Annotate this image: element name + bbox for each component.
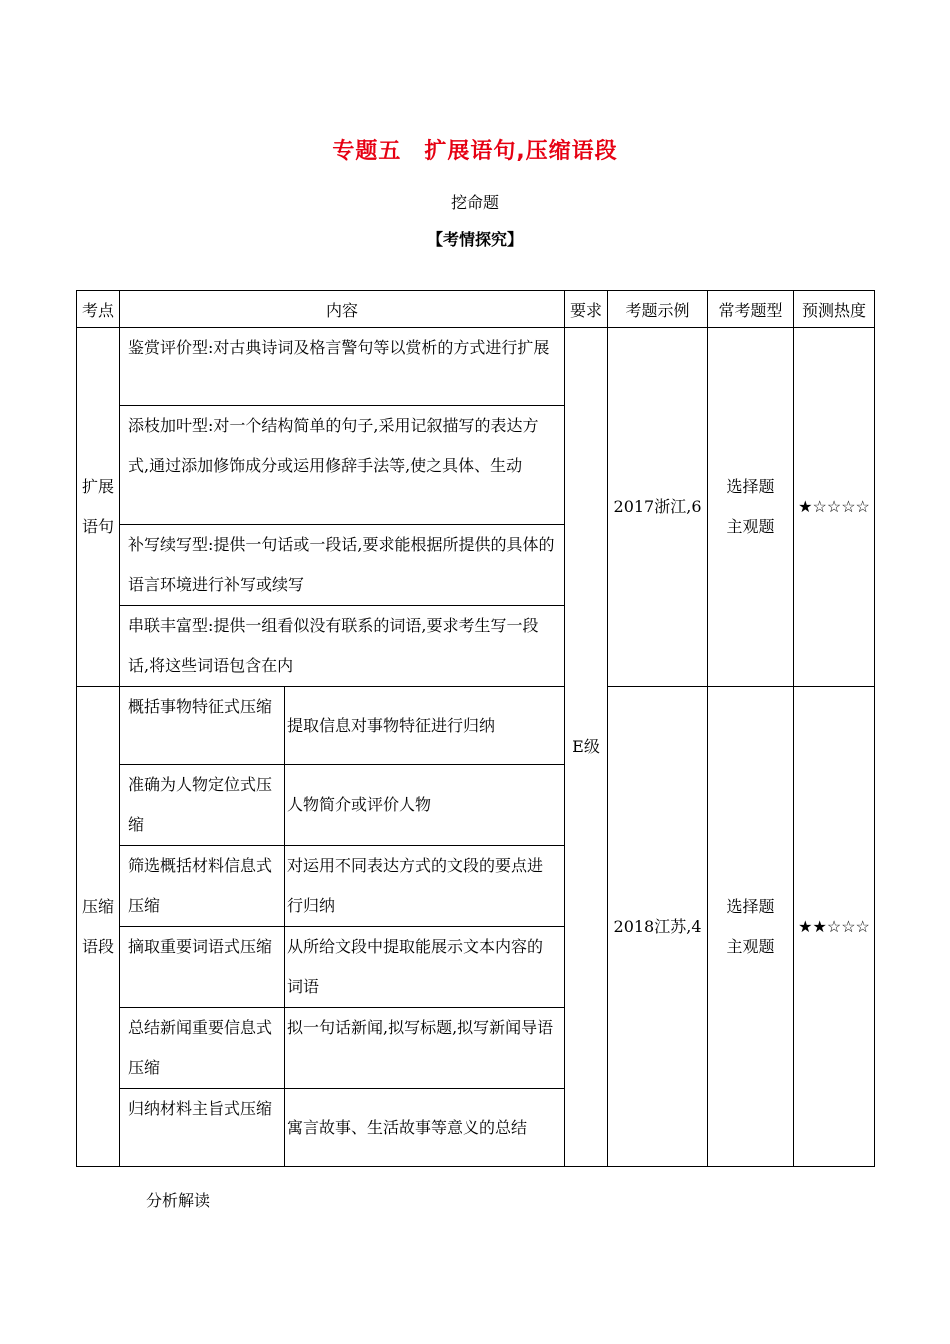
page-title: 专题五 扩展语句,压缩语段 bbox=[332, 139, 618, 164]
exam-analysis-table bbox=[76, 290, 875, 1167]
header-cell-requirement: 要求 bbox=[565, 291, 608, 328]
types-cell: 选择题主观题 bbox=[708, 687, 794, 1167]
item-name-cell: 准确为人物定位式压缩 bbox=[120, 765, 285, 846]
header-cell-example: 考题示例 bbox=[608, 291, 708, 328]
item-desc-cell: 人物简介或评价人物 bbox=[285, 765, 565, 846]
heat-cell: ★★☆☆☆ bbox=[794, 687, 875, 1167]
header-cell-heat: 预测热度 bbox=[794, 291, 875, 328]
table-row bbox=[77, 687, 875, 765]
page-subtitle: 挖命题 bbox=[450, 193, 499, 212]
requirement-cell: E级 bbox=[565, 328, 608, 1167]
point-cell: 扩展语句 bbox=[77, 328, 120, 687]
section-heading: 【考情探究】 bbox=[426, 230, 523, 249]
content-cell: 串联丰富型:提供一组看似没有联系的词语,要求考生写一段话,将这些词语包含在内 bbox=[120, 606, 565, 687]
analysis-heading: 分析解读 bbox=[146, 1191, 211, 1210]
content-cell: 补写续写型:提供一句话或一段话,要求能根据所提供的具体的语言环境进行补写或续写 bbox=[120, 525, 565, 606]
item-name-cell: 概括事物特征式压缩 bbox=[120, 687, 285, 765]
item-name-cell: 摘取重要词语式压缩 bbox=[120, 927, 285, 1008]
header-cell-types: 常考题型 bbox=[708, 291, 794, 328]
types-cell: 选择题主观题 bbox=[708, 328, 794, 687]
header-cell-point: 考点 bbox=[77, 291, 120, 328]
table-header-row bbox=[77, 291, 875, 328]
content-cell: 添枝加叶型:对一个结构简单的句子,采用记叙描写的表达方式,通过添加修饰成分或运用修辞手法等,使之具体、生动 bbox=[120, 406, 565, 525]
item-desc-cell: 拟一句话新闻,拟写标题,拟写新闻导语 bbox=[285, 1008, 565, 1089]
item-name-cell: 筛选概括材料信息式压缩 bbox=[120, 846, 285, 927]
item-desc-cell: 对运用不同表达方式的文段的要点进行归纳 bbox=[285, 846, 565, 927]
item-name-cell: 归纳材料主旨式压缩 bbox=[120, 1089, 285, 1167]
table-row bbox=[77, 328, 875, 406]
item-desc-cell: 提取信息对事物特征进行归纳 bbox=[285, 687, 565, 765]
example-cell: 2018江苏,4 bbox=[608, 687, 708, 1167]
item-desc-cell: 寓言故事、生活故事等意义的总结 bbox=[285, 1089, 565, 1167]
item-desc-cell: 从所给文段中提取能展示文本内容的词语 bbox=[285, 927, 565, 1008]
heat-cell: ★☆☆☆☆ bbox=[794, 328, 875, 687]
header-cell-content: 内容 bbox=[120, 291, 565, 328]
point-cell: 压缩语段 bbox=[77, 687, 120, 1167]
item-name-cell: 总结新闻重要信息式压缩 bbox=[120, 1008, 285, 1089]
content-cell: 鉴赏评价型:对古典诗词及格言警句等以赏析的方式进行扩展 bbox=[120, 328, 565, 406]
example-cell: 2017浙江,6 bbox=[608, 328, 708, 687]
